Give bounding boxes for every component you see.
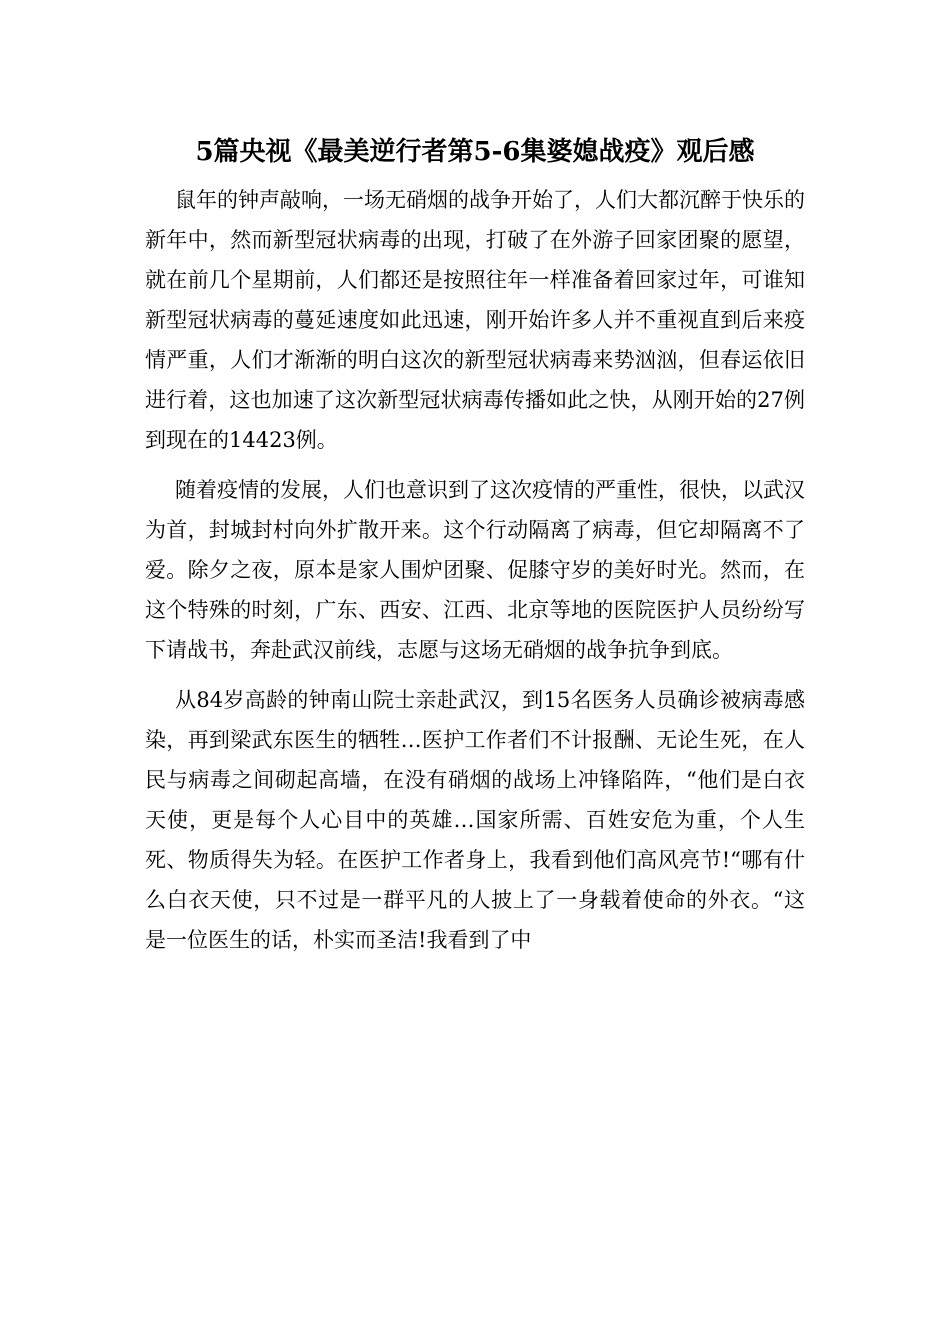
paragraph-3: 从84岁高龄的钟南山院士亲赴武汉，到15名医务人员确诊被病毒感染，再到梁武东医生的牺牲…医护工作者们不计报酬、无论生死，在人民与病毒之间砌起高墙，在没有硝烟的战场上冲锋陷阵，“他们是白衣天使，更是每个人心目中的英雄…国家所需、百姓安危为重，个人生死、物质得失为轻。在医护工作者身上，我看到他们高风亮节!“哪有什么白衣天使，只不过是一群平凡的人披上了一身载着使命的外衣。“这是一位医生的话，朴实而圣洁!我看到了中 bbox=[145, 688, 805, 952]
paragraph-2: 随着疫情的发展，人们也意识到了这次疫情的严重性，很快，以武汉为首，封城封村向外扩散开来。这个行动隔离了病毒，但它却隔离不了爱。除夕之夜，原本是家人围炉团聚、促膝守岁的美好时光。然而，在这个特殊的时刻，广东、西安、江西、北京等地的医院医护人员纷纷写下请战书，奔赴武汉前线，志愿与这场无硝烟的战争抗争到底。 bbox=[145, 478, 805, 662]
paragraph-1: 鼠年的钟声敲响，一场无硝烟的战争开始了，人们大都沉醉于快乐的新年中，然而新型冠状病毒的出现，打破了在外游子回家团聚的愿望，就在前几个星期前，人们都还是按照往年一样准备着回家过年，可谁知新型冠状病毒的蔓延速度如此迅速，刚开始许多人并不重视直到后来疫情严重，人们才渐渐的明白这次的新型冠状病毒来势汹汹，但春运依旧进行着，这也加速了这次新型冠状病毒传播如此之快，从刚开始的27例到现在的14423例。 bbox=[145, 188, 805, 452]
document-title: 5篇央视《最美逆行者第5-6集婆媳战疫》观后感 bbox=[195, 137, 755, 167]
document-body bbox=[145, 180, 805, 960]
